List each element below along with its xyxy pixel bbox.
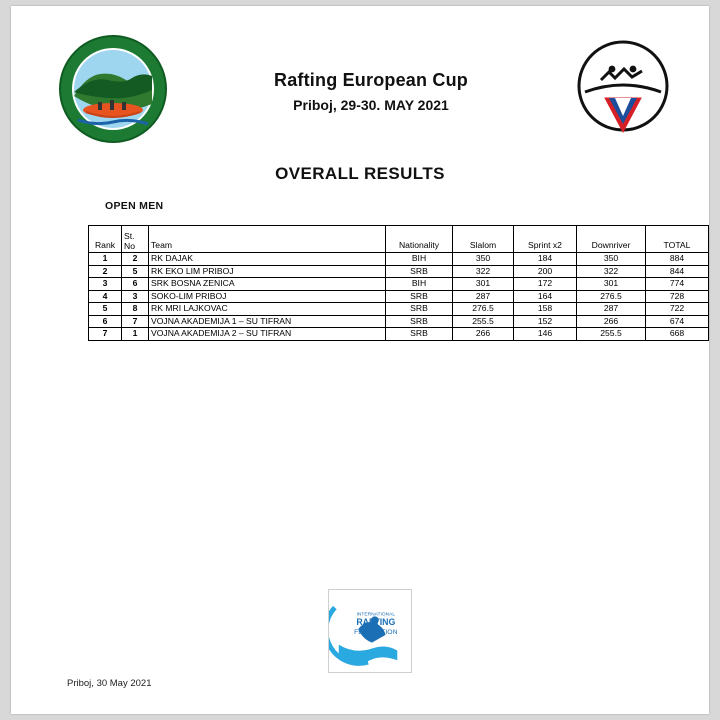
table-row (89, 265, 709, 278)
irf-logo (328, 589, 412, 673)
cell-rank: 5 (89, 303, 122, 316)
cell-nationality: SRB (386, 265, 453, 278)
title-block (191, 70, 551, 113)
col-total: TOTAL (646, 226, 709, 253)
table-row (89, 253, 709, 266)
cell-slalom: 350 (453, 253, 514, 266)
cell-sprint: 172 (514, 278, 577, 291)
cell-nationality: SRB (386, 303, 453, 316)
results-table-container (88, 225, 691, 341)
results-table-body (89, 253, 709, 341)
cell-team: RK MRI LAJKOVAC (149, 303, 386, 316)
section-title: OVERALL RESULTS (275, 164, 445, 183)
cell-downriver: 276.5 (577, 290, 646, 303)
col-nationality: Nationality (386, 226, 453, 253)
table-row (89, 278, 709, 291)
irf-logo-line3: FEDERATION (354, 628, 398, 636)
table-row (89, 315, 709, 328)
cell-downriver: 287 (577, 303, 646, 316)
cell-rank: 6 (89, 315, 122, 328)
results-table (88, 225, 709, 341)
col-st-no (122, 226, 149, 253)
cell-st-no: 2 (122, 253, 149, 266)
cell-sprint: 200 (514, 265, 577, 278)
cell-team: SRK BOSNA ZENICA (149, 278, 386, 291)
cell-st-no: 7 (122, 315, 149, 328)
cell-nationality: SRB (386, 290, 453, 303)
cell-total: 722 (646, 303, 709, 316)
cell-downriver: 301 (577, 278, 646, 291)
cell-st-no: 1 (122, 328, 149, 341)
cell-team: VOJNA AKADEMIJA 2 – SU TIFRAN (149, 328, 386, 341)
cell-nationality: SRB (386, 328, 453, 341)
cell-rank: 1 (89, 253, 122, 266)
cell-total: 728 (646, 290, 709, 303)
cell-nationality: SRB (386, 315, 453, 328)
european-rafting-logo (571, 36, 676, 141)
cell-rank: 7 (89, 328, 122, 341)
cell-nationality: BIH (386, 278, 453, 291)
col-slalom: Slalom (453, 226, 514, 253)
cell-total: 844 (646, 265, 709, 278)
cell-sprint: 164 (514, 290, 577, 303)
cell-slalom: 255.5 (453, 315, 514, 328)
eko-lim-club-logo (58, 34, 168, 144)
cell-slalom: 301 (453, 278, 514, 291)
cell-slalom: 266 (453, 328, 514, 341)
cell-team: RK DAJAK (149, 253, 386, 266)
cell-downriver: 255.5 (577, 328, 646, 341)
col-team: Team (149, 226, 386, 253)
cell-sprint: 184 (514, 253, 577, 266)
cell-st-no: 8 (122, 303, 149, 316)
cell-total: 884 (646, 253, 709, 266)
col-rank: Rank (89, 226, 122, 253)
col-st-no-line1: St. (124, 231, 135, 241)
cell-slalom: 322 (453, 265, 514, 278)
cell-rank: 4 (89, 290, 122, 303)
cell-rank: 3 (89, 278, 122, 291)
footer-note: Priboj, 30 May 2021 (67, 678, 152, 689)
results-table-head (89, 226, 709, 253)
cell-team: VOJNA AKADEMIJA 1 – SU TIFRAN (149, 315, 386, 328)
cell-slalom: 287 (453, 290, 514, 303)
cell-sprint: 146 (514, 328, 577, 341)
irf-logo-line1: INTERNATIONAL (356, 612, 396, 618)
event-title: Rafting European Cup (274, 70, 468, 90)
cell-total: 668 (646, 328, 709, 341)
col-downriver: Downriver (577, 226, 646, 253)
cell-st-no: 6 (122, 278, 149, 291)
cell-nationality: BIH (386, 253, 453, 266)
cell-rank: 2 (89, 265, 122, 278)
col-sprint: Sprint x2 (514, 226, 577, 253)
cell-downriver: 350 (577, 253, 646, 266)
cell-team: SOKO-LIM PRIBOJ (149, 290, 386, 303)
document-page (11, 6, 709, 714)
cell-total: 774 (646, 278, 709, 291)
document-header (11, 6, 709, 146)
cell-sprint: 158 (514, 303, 577, 316)
cell-downriver: 322 (577, 265, 646, 278)
table-row (89, 303, 709, 316)
table-header-row (89, 226, 709, 253)
cell-team: RK EKO LIM PRIBOJ (149, 265, 386, 278)
cell-sprint: 152 (514, 315, 577, 328)
col-st-no-line2: No (124, 241, 135, 251)
cell-st-no: 3 (122, 290, 149, 303)
category-label: OPEN MEN (105, 200, 164, 212)
event-subtitle: Priboj, 29-30. MAY 2021 (293, 97, 449, 113)
cell-slalom: 276.5 (453, 303, 514, 316)
cell-total: 674 (646, 315, 709, 328)
cell-st-no: 5 (122, 265, 149, 278)
irf-logo-line2: RAFTING (356, 617, 396, 628)
cell-downriver: 266 (577, 315, 646, 328)
table-row (89, 328, 709, 341)
table-row (89, 290, 709, 303)
